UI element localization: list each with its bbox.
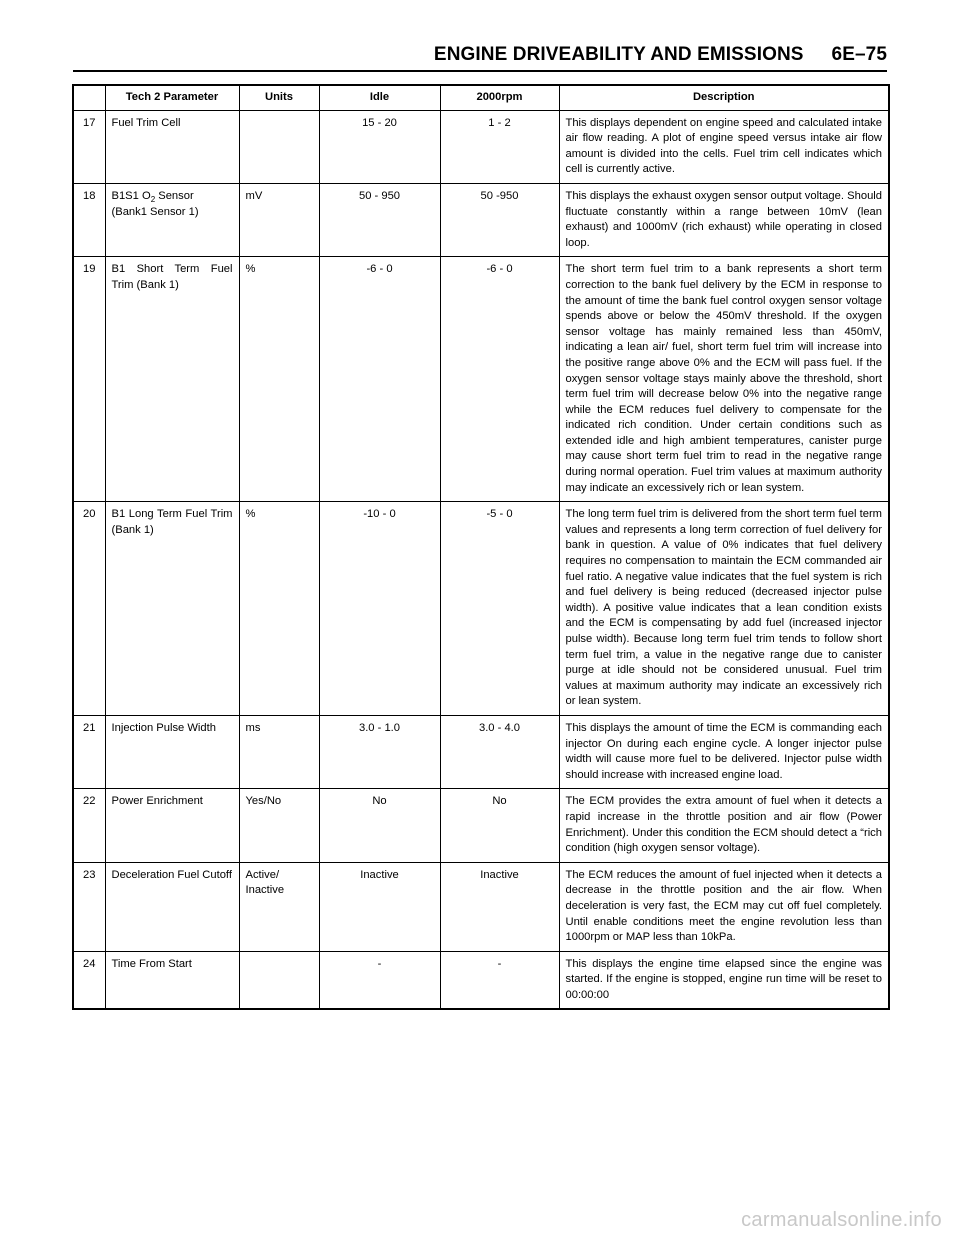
idle-value: -6 - 0 (319, 257, 440, 502)
units-cell (239, 951, 319, 1009)
units-cell: % (239, 257, 319, 502)
row-number: 24 (73, 951, 105, 1009)
table-row (73, 183, 889, 256)
idle-value: 15 - 20 (319, 110, 440, 183)
header-cell-no (73, 85, 105, 110)
row-number: 22 (73, 789, 105, 862)
table-row (73, 862, 889, 951)
rpm2000-value: -6 - 0 (440, 257, 559, 502)
rpm2000-value: No (440, 789, 559, 862)
rpm2000-value: -5 - 0 (440, 502, 559, 716)
row-number: 17 (73, 110, 105, 183)
section-title: ENGINE DRIVEABILITY AND EMISSIONS (433, 44, 804, 65)
units-cell (239, 110, 319, 183)
idle-value: 3.0 - 1.0 (319, 715, 440, 788)
header-cell-units: Units (239, 85, 319, 110)
parameter-name: B1 Long Term Fuel Trim (Bank 1) (105, 502, 239, 716)
description-cell: The short term fuel trim to a bank represents a short term correction to the bank fuel delivery by the ECM in response to the amount of time the bank fuel control oxygen sensor voltage spends above or below the 450mV threshold. If the oxygen sensor voltage has mainly remained less than 450mV, indicating a lean air/ fuel, short term fuel trim will increase into the positive range above 0% and the ECM will pass fuel. If the oxygen sensor voltage stays mainly above the threshold, short term fuel trim will decrease below 0% into the negative range while the ECM reduces fuel delivery to compensate for the indicated rich condition. Under certain conditions such as extended idle and high ambient temperatures, canister purge may cause short term fuel trim to read in the negative range during normal operation. Fuel trim values at maximum authority may indicate an excessively rich or lean system. (559, 257, 889, 502)
units-cell: ms (239, 715, 319, 788)
idle-value: 50 - 950 (319, 183, 440, 256)
table-row (73, 110, 889, 183)
header-cell-parameter: Tech 2 Parameter (105, 85, 239, 110)
parameter-name: Deceleration Fuel Cutoff (105, 862, 239, 951)
parameter-name: Power Enrichment (105, 789, 239, 862)
watermark: carmanualsonline.info (741, 1209, 942, 1231)
header-cell-2000rpm: 2000rpm (440, 85, 559, 110)
page-number: 6E–75 (831, 44, 887, 65)
parameter-name: B1 Short Term Fuel Trim (Bank 1) (105, 257, 239, 502)
description-cell: This displays the exhaust oxygen sensor output voltage. Should fluctuate constantly within a range between 10mV (lean exhaust) and 1000mV (rich exhaust) while operating in closed loop. (559, 183, 889, 256)
table-row (73, 502, 889, 716)
header-rule (73, 70, 887, 72)
rpm2000-value: 3.0 - 4.0 (440, 715, 559, 788)
description-cell: The ECM provides the extra amount of fuel when it detects a rapid increase in the throttle position and air flow (Power Enrichment). Under this condition the ECM should detect a “rich condition (high oxygen sensor voltage). (559, 789, 889, 862)
rpm2000-value: - (440, 951, 559, 1009)
row-number: 20 (73, 502, 105, 716)
units-line: Inactive (245, 884, 285, 897)
table-row (73, 951, 889, 1009)
table-header-row (73, 85, 889, 110)
row-number: 18 (73, 183, 105, 256)
rpm2000-value: 50 -950 (440, 183, 559, 256)
description-cell: The long term fuel trim is delivered from the short term fuel term values and represents a long term correction of fuel delivery for bank in question. A value of 0% indicates that fuel delivery requires no compensation to maintain the ECM commanded air fuel ratio. A negative value indicates that the fuel system is rich and fuel delivery is being reduced (decreased injector pulse width). A positive value indicates that a lean condition exists and the ECM is compensating by add fuel (increased injector pulse width). Because long term fuel trim tends to follow short term fuel trim, a value in the negative range due to canister purge at idle should not be considered unusual. Fuel trim values at maximum authority may indicate an excessively rich or lean system. (559, 502, 889, 716)
tech2-parameter-table (72, 84, 890, 1010)
units-cell: mV (239, 183, 319, 256)
description-cell: This displays the amount of time the ECM is commanding each injector On during each engine cycle. A longer injector pulse width will cause more fuel to be delivered. Injector pulse width should increase with increased engine load. (559, 715, 889, 788)
table-row (73, 715, 889, 788)
units-line: Active/ (245, 868, 280, 881)
parameter-name: Time From Start (105, 951, 239, 1009)
header-cell-idle: Idle (319, 85, 440, 110)
description-cell: The ECM reduces the amount of fuel injected when it detects a decrease in the throttle position and the air flow. When deceleration is very fast, the ECM may cut off fuel completely. Until enable conditions meet the engine revolution less than 1000rpm or MAP less than 10kPa. (559, 862, 889, 951)
units-cell (239, 862, 319, 951)
idle-value: - (319, 951, 440, 1009)
parameter-name (105, 183, 239, 256)
description-cell: This displays the engine time elapsed since the engine was started. If the engine is stopped, engine run time will be reset to 00:00:00 (559, 951, 889, 1009)
table-row (73, 257, 889, 502)
units-cell: Yes/No (239, 789, 319, 862)
parameter-name-part: Sensor (155, 189, 194, 202)
parameter-name: Fuel Trim Cell (105, 110, 239, 183)
idle-value: -10 - 0 (319, 502, 440, 716)
header-cell-description: Description (559, 85, 889, 110)
parameter-subscript: 2 (150, 194, 156, 204)
idle-value: No (319, 789, 440, 862)
row-number: 21 (73, 715, 105, 788)
table-row (73, 789, 889, 862)
description-cell: This displays dependent on engine speed and calculated intake air flow reading. A plot of engine speed versus intake air flow amount is divided into the cells. Fuel trim cell indicates which cell is currently active. (559, 110, 889, 183)
parameter-name-part: B1S1 O (111, 189, 151, 202)
row-number: 23 (73, 862, 105, 951)
idle-value: Inactive (319, 862, 440, 951)
row-number: 19 (73, 257, 105, 502)
rpm2000-value: 1 - 2 (440, 110, 559, 183)
parameter-name: Injection Pulse Width (105, 715, 239, 788)
rpm2000-value: Inactive (440, 862, 559, 951)
parameter-name-line2: (Bank1 Sensor 1) (111, 205, 199, 218)
units-cell: % (239, 502, 319, 716)
page-header (434, 44, 887, 72)
